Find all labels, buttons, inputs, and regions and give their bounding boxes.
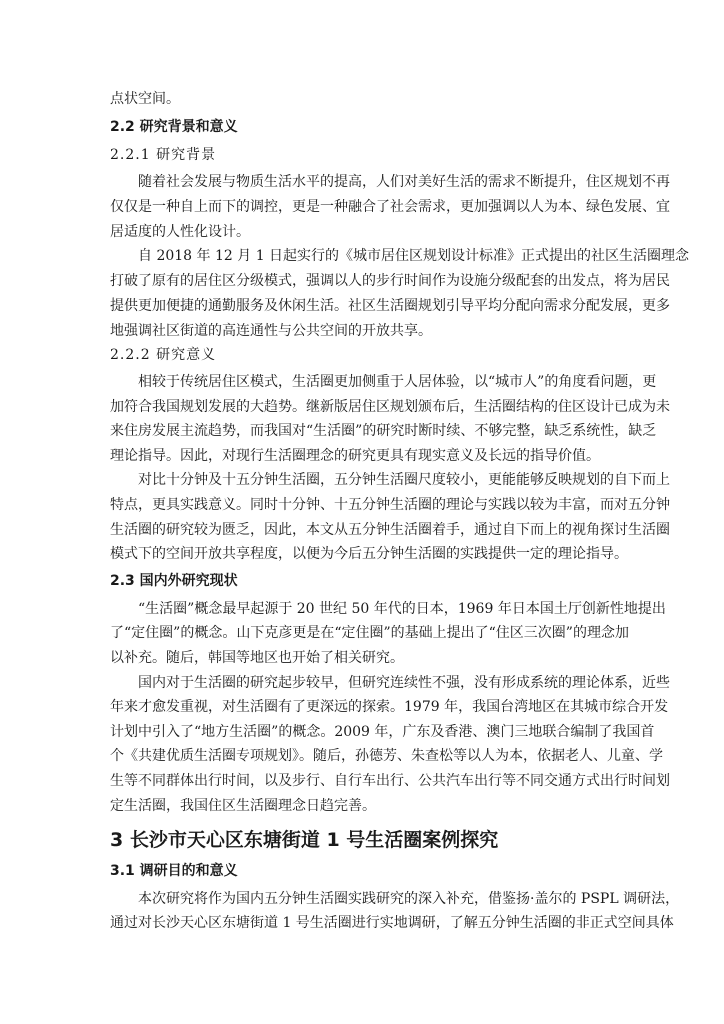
text-line: 点状空间。 [110,91,180,107]
paragraph-line: 提供更加便捷的通勤服务及休闲生活。社区生活圈规划引导平均分配向需求分配发展，更多 [110,298,670,314]
paragraph-line: 通过对长沙天心区东塘街道 1 号生活圈进行实地调研，了解五分钟生活圈的非正式空间具体 [110,915,674,931]
paragraph-line: 仅仅是一种自上而下的调控，更是一种融合了社会需求，更加强调以人为本、绿色发展、宜 [110,199,670,215]
paragraph-line: 加符合我国规划发展的大趋势。继新版居住区规划颁布后，生活圈结构的住区设计已成为未 [110,399,670,415]
paragraph-line: 以补充。随后，韩国等地区也开始了相关研究。 [110,650,404,666]
paragraph-line: 年来才愈发重视，对生活圈有了更深远的探索。1979 年，我国台湾地区在其城市综合开发 [110,699,669,715]
subsection-heading-2-2-2: 2.2.2 研究意义 [110,347,217,363]
section-heading-2-2: 2.2 研究背景和意义 [110,119,238,135]
paragraph-line: 模式下的空间开放共享程度，以便为今后五分钟生活圈的实践提供一定的理论指导。 [110,546,628,562]
paragraph-line: 自 2018 年 12 月 1 日起实行的《城市居住区规划设计标准》正式提出的社区生活圈理念 [138,248,690,264]
paragraph-line: 生活圈的研究较为匮乏，因此，本文从五分钟生活圈着手，通过自下而上的视角探讨生活圈 [110,522,670,538]
paragraph-line: 特点，更具实践意义。同时十分钟、十五分钟生活圈的理论与实践以较为丰富，而对五分钟 [110,497,670,513]
paragraph-line: 随着社会发展与物质生活水平的提高，人们对美好生活的需求不断提升，住区规划不再 [138,174,670,190]
paragraph-line: 相较于传统居住区模式，生活圈更加侧重于人居体验，以“城市人”的角度看问题，更 [138,374,657,390]
paragraph-line: 本次研究将作为国内五分钟生活圈实践研究的深入补充，借鉴扬·盖尔的 PSPL 调研法， [138,891,680,907]
paragraph-line: 了“定住圈”的概念。山下克彦更是在“定住圈”的基础上提出了“住区三次圈”的理念加 [110,625,629,641]
paragraph-line: 地强调社区街道的高连通性与公共空间的开放共享。 [110,323,432,339]
subsection-heading-2-2-1: 2.2.1 研究背景 [110,147,217,163]
paragraph-line: 打破了原有的居住区分级模式，强调以人的步行时间作为设施分级配套的出发点，将为居民 [110,273,670,289]
paragraph-line: 理论指导。因此，对现行生活圈理念的研究更具有现实意义及长远的指导价值。 [110,448,600,464]
paragraph-line: 居适度的人性化设计。 [110,224,250,240]
paragraph-line: 国内对于生活圈的研究起步较早，但研究连续性不强，没有形成系统的理论体系，近些 [138,675,670,691]
paragraph-line: 来住房发展主流趋势，而我国对“生活圈”的研究时断时续、不够完整，缺乏系统性，缺乏 [110,423,657,439]
paragraph-line: 定生活圈，我国住区生活圈理念日趋完善。 [110,798,376,814]
paragraph-line: 计划中引入了“地方生活圈”的概念。2009 年，广东及香港、澳门三地联合编制了我国首 [110,724,655,740]
paragraph-line: 生等不同群体出行时间，以及步行、自行车出行、公共汽车出行等不同交通方式出行时间划 [110,773,670,789]
paragraph-line: 个《共建优质生活圈专项规划》。随后，孙德芳、朱查松等以人为本，依据老人、儿童、学 [110,748,663,764]
chapter-heading-3: 3 长沙市天心区东塘街道 1 号生活圈案例探究 [110,829,499,851]
section-heading-3-1: 3.1 调研目的和意义 [110,863,238,879]
paragraph-line: 对比十分钟及十五分钟生活圈，五分钟生活圈尺度较小，更能能够反映规划的自下而上 [138,472,670,488]
section-heading-2-3: 2.3 国内外研究现状 [110,573,238,589]
paragraph-line: “生活圈”概念最早起源于 20 世纪 50 年代的日本，1969 年日本国土厅创新性地提出 [138,601,666,617]
